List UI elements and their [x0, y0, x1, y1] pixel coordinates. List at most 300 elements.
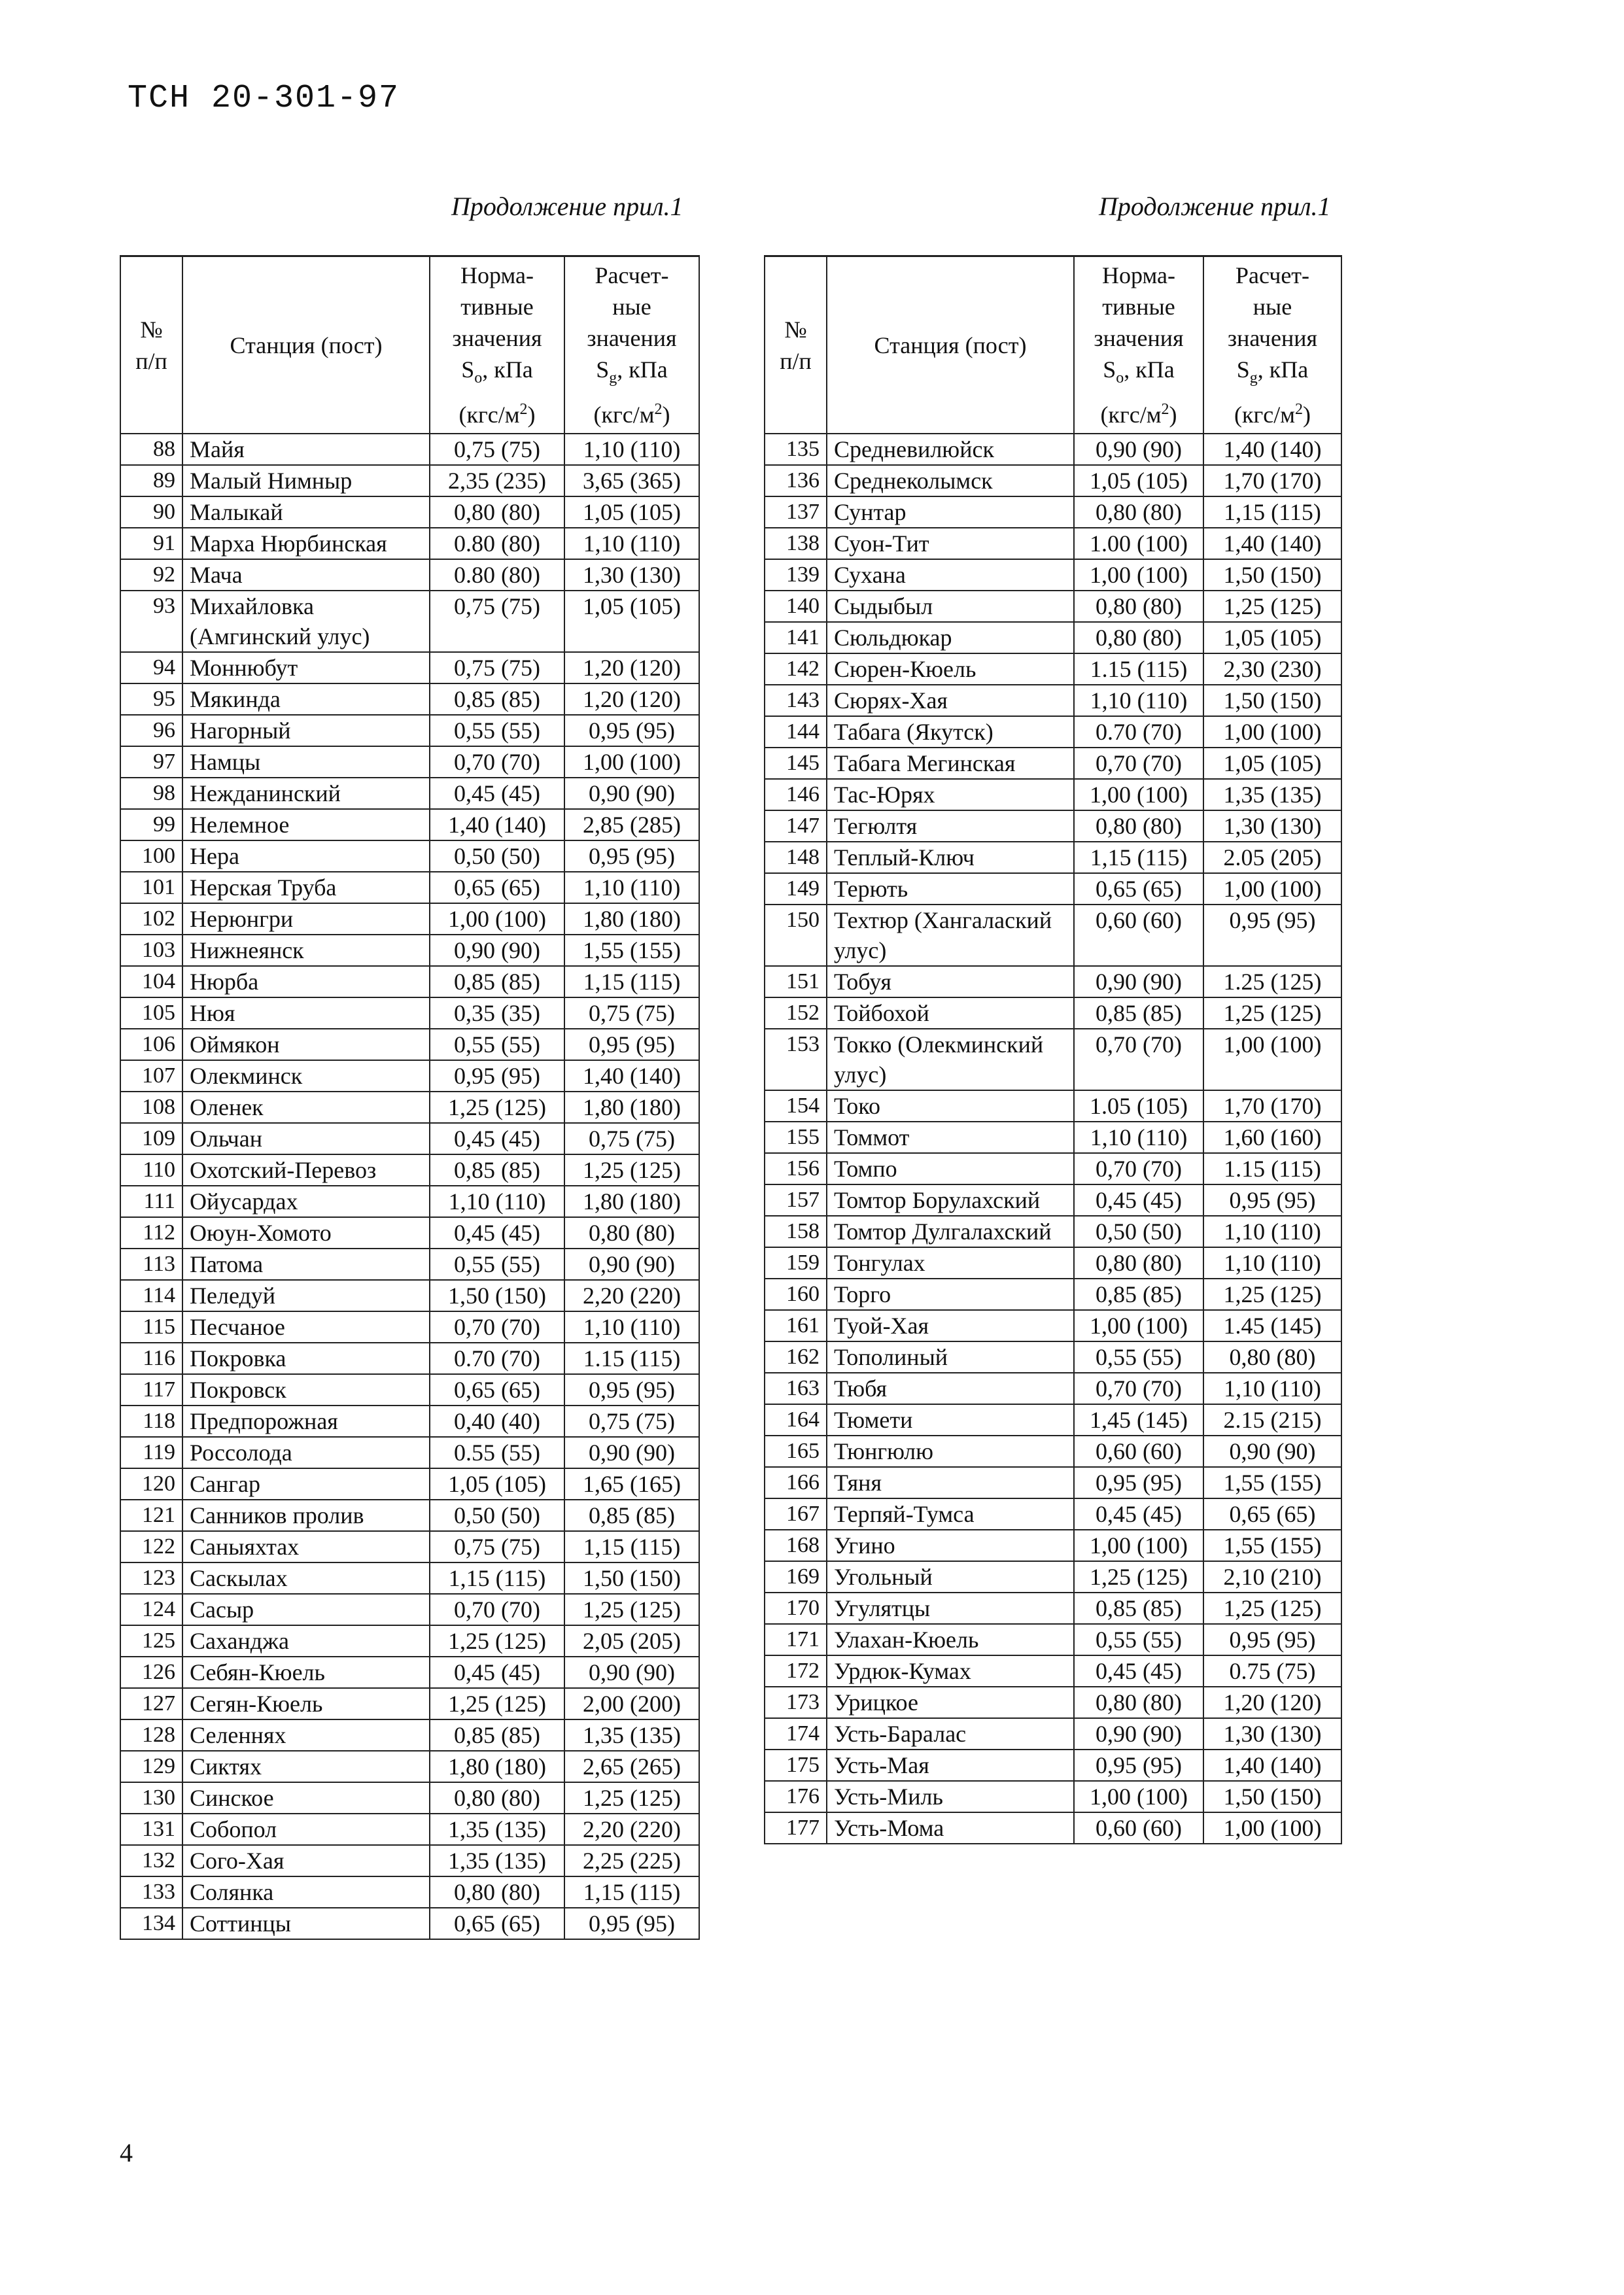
table-row: [120, 935, 699, 966]
normative-value: 0,80 (80): [1074, 496, 1203, 528]
normative-value: 0,50 (50): [1074, 1216, 1203, 1247]
normative-value: 0,85 (85): [1074, 997, 1203, 1029]
normative-value: 1,15 (115): [430, 1562, 564, 1594]
table-row: [765, 1593, 1341, 1624]
normative-value: 0.80 (80): [430, 528, 564, 559]
row-number: 158: [765, 1216, 827, 1247]
calculated-value: 0,65 (65): [1203, 1498, 1341, 1530]
row-number: 129: [120, 1751, 182, 1782]
table-row: [120, 1029, 699, 1060]
station-name: Нюя: [182, 997, 430, 1029]
table-row: [765, 1781, 1341, 1812]
normative-value: 0.80 (80): [430, 559, 564, 591]
table-row: [765, 1624, 1341, 1655]
calculated-value: 0,90 (90): [564, 1657, 699, 1688]
row-number: 116: [120, 1343, 182, 1374]
table-row: [765, 1750, 1341, 1781]
station-name: Олекминск: [182, 1060, 430, 1092]
calculated-value: 0,95 (95): [564, 1374, 699, 1406]
calculated-value: 0,85 (85): [564, 1500, 699, 1531]
calculated-value: 0,95 (95): [564, 1908, 699, 1939]
station-name: Нагорный: [182, 715, 430, 746]
normative-value: 0,55 (55): [1074, 1624, 1203, 1655]
calculated-value: 1,50 (150): [1203, 685, 1341, 716]
station-name: Сого-Хая: [182, 1845, 430, 1876]
station-name: Томпо: [827, 1153, 1074, 1184]
station-name: Угино: [827, 1530, 1074, 1561]
normative-value: 1,00 (100): [1074, 779, 1203, 810]
row-number: 126: [120, 1657, 182, 1688]
row-number: 153: [765, 1029, 827, 1090]
row-number: 103: [120, 935, 182, 966]
row-number: 152: [765, 997, 827, 1029]
table-row: [120, 496, 699, 528]
table-row: [120, 1217, 699, 1249]
normative-value: 1,00 (100): [1074, 1310, 1203, 1341]
station-name: Угольный: [827, 1561, 1074, 1593]
calculated-value: 0.75 (75): [1203, 1655, 1341, 1687]
calculated-value: 1,25 (125): [1203, 1593, 1341, 1624]
row-number: 168: [765, 1530, 827, 1561]
row-number: 120: [120, 1468, 182, 1500]
station-name: Ойусардах: [182, 1186, 430, 1217]
row-number: 137: [765, 496, 827, 528]
row-number: 102: [120, 903, 182, 935]
calculated-value: 1,40 (140): [1203, 434, 1341, 465]
normative-value: 0,70 (70): [430, 1594, 564, 1625]
normative-value: 0,55 (55): [1074, 1341, 1203, 1373]
row-number: 134: [120, 1908, 182, 1939]
station-name: Терпяй-Тумса: [827, 1498, 1074, 1530]
header-number: № п/п: [765, 256, 827, 434]
row-number: 98: [120, 778, 182, 809]
table-row: [765, 465, 1341, 496]
normative-value: 1,80 (180): [430, 1751, 564, 1782]
calculated-value: 1,35 (135): [1203, 779, 1341, 810]
station-name: Томтор Борулахский: [827, 1184, 1074, 1216]
normative-value: 0,55 (55): [430, 1029, 564, 1060]
normative-value: 0,85 (85): [1074, 1593, 1203, 1624]
calculated-value: 1.25 (125): [1203, 966, 1341, 997]
station-name: Тас-Юрях: [827, 779, 1074, 810]
station-name: Охотский-Перевоз: [182, 1154, 430, 1186]
station-name: Предпорожная: [182, 1406, 430, 1437]
table-row: [120, 1280, 699, 1311]
row-number: 136: [765, 465, 827, 496]
normative-value: 0,60 (60): [1074, 1436, 1203, 1467]
row-number: 115: [120, 1311, 182, 1343]
table-row: [765, 1153, 1341, 1184]
calculated-value: 0,75 (75): [564, 1406, 699, 1437]
station-name: Мякинда: [182, 683, 430, 715]
station-name: Сангар: [182, 1468, 430, 1500]
calculated-value: 1,25 (125): [564, 1782, 699, 1814]
row-number: 128: [120, 1719, 182, 1751]
normative-value: 0,45 (45): [1074, 1655, 1203, 1687]
calculated-value: 1,40 (140): [1203, 1750, 1341, 1781]
calculated-value: 1,10 (110): [564, 434, 699, 465]
row-number: 163: [765, 1373, 827, 1404]
table-row: [765, 810, 1341, 842]
table-row: [120, 1154, 699, 1186]
table-row: [120, 1657, 699, 1688]
table-row: [120, 1060, 699, 1092]
normative-value: 1,45 (145): [1074, 1404, 1203, 1436]
normative-value: 0,70 (70): [430, 746, 564, 778]
row-number: 143: [765, 685, 827, 716]
station-name: Пеледуй: [182, 1280, 430, 1311]
row-number: 114: [120, 1280, 182, 1311]
row-number: 160: [765, 1279, 827, 1310]
calculated-value: 3,65 (365): [564, 465, 699, 496]
normative-value: 0,75 (75): [430, 591, 564, 652]
station-name: Среднеколымск: [827, 465, 1074, 496]
row-number: 109: [120, 1123, 182, 1154]
stations-table-right: [764, 255, 1342, 1844]
row-number: 165: [765, 1436, 827, 1467]
table-row: [120, 465, 699, 496]
normative-value: 0,90 (90): [430, 935, 564, 966]
station-name: Сегян-Кюель: [182, 1688, 430, 1719]
calculated-value: 1,30 (130): [1203, 1718, 1341, 1750]
calculated-value: 1,15 (115): [564, 1531, 699, 1562]
normative-value: 0,45 (45): [430, 1123, 564, 1154]
header-station: Станция (пост): [827, 256, 1074, 434]
row-number: 138: [765, 528, 827, 559]
row-number: 108: [120, 1092, 182, 1123]
normative-value: 0,60 (60): [1074, 905, 1203, 966]
station-name: Терють: [827, 873, 1074, 905]
row-number: 139: [765, 559, 827, 591]
header-calculated: Расчет- ные значения $S_g$, кПа $(кгс/м^2)$: [564, 256, 699, 434]
calculated-value: 1,40 (140): [1203, 528, 1341, 559]
table-row: [765, 905, 1341, 966]
normative-value: 1,00 (100): [1074, 1781, 1203, 1812]
normative-value: 1,10 (110): [430, 1186, 564, 1217]
row-number: 131: [120, 1814, 182, 1845]
normative-value: 0,95 (95): [1074, 1750, 1203, 1781]
table-row: [120, 1092, 699, 1123]
header-calculated: Расчет- ные значения $S_g$, кПа $(кгс/м^2)$: [1203, 256, 1341, 434]
calculated-value: 1,10 (110): [564, 528, 699, 559]
row-number: 99: [120, 809, 182, 840]
row-number: 170: [765, 1593, 827, 1624]
row-number: 91: [120, 528, 182, 559]
row-number: 171: [765, 1624, 827, 1655]
calculated-value: 2,00 (200): [564, 1688, 699, 1719]
calculated-value: 1,20 (120): [564, 652, 699, 683]
row-number: 156: [765, 1153, 827, 1184]
station-name: Марха Нюрбинская: [182, 528, 430, 559]
row-number: 144: [765, 716, 827, 748]
normative-value: 0,50 (50): [430, 1500, 564, 1531]
stations-table-left: [120, 255, 700, 1940]
table-row: [765, 591, 1341, 622]
row-number: 96: [120, 715, 182, 746]
table-row: [120, 1719, 699, 1751]
normative-value: 0,70 (70): [1074, 1153, 1203, 1184]
row-number: 122: [120, 1531, 182, 1562]
normative-value: 0,80 (80): [1074, 591, 1203, 622]
table-row: [765, 1404, 1341, 1436]
normative-value: 0,80 (80): [1074, 1247, 1203, 1279]
normative-value: 1,25 (125): [430, 1625, 564, 1657]
station-name: Намцы: [182, 746, 430, 778]
row-number: 140: [765, 591, 827, 622]
normative-value: 1,00 (100): [430, 903, 564, 935]
calculated-value: 0,90 (90): [564, 778, 699, 809]
calculated-value: 0,90 (90): [1203, 1436, 1341, 1467]
calculated-value: 0,80 (80): [1203, 1341, 1341, 1373]
table-row: [120, 559, 699, 591]
row-number: 133: [120, 1876, 182, 1908]
station-name: Россолода: [182, 1437, 430, 1468]
station-name: Тобуя: [827, 966, 1074, 997]
table-row: [120, 1343, 699, 1374]
calculated-value: 1,25 (125): [564, 1154, 699, 1186]
row-number: 135: [765, 434, 827, 465]
calculated-value: 2,30 (230): [1203, 653, 1341, 685]
table-header-row: [120, 256, 699, 434]
calculated-value: 0,75 (75): [564, 1123, 699, 1154]
table-row: [120, 715, 699, 746]
normative-value: 0,45 (45): [1074, 1498, 1203, 1530]
calculated-value: 1,30 (130): [1203, 810, 1341, 842]
row-number: 113: [120, 1249, 182, 1280]
row-number: 124: [120, 1594, 182, 1625]
row-number: 145: [765, 748, 827, 779]
calculated-value: 0,95 (95): [564, 840, 699, 872]
station-name: Усть-Мая: [827, 1750, 1074, 1781]
normative-value: 1,15 (115): [1074, 842, 1203, 873]
calculated-value: 1,10 (110): [1203, 1247, 1341, 1279]
calculated-value: 1,60 (160): [1203, 1122, 1341, 1153]
station-name: Сюрен-Кюель: [827, 653, 1074, 685]
normative-value: 0,85 (85): [430, 966, 564, 997]
normative-value: 0,45 (45): [430, 1657, 564, 1688]
row-number: 95: [120, 683, 182, 715]
table-row: [765, 842, 1341, 873]
table-row: [120, 1594, 699, 1625]
row-number: 123: [120, 1562, 182, 1594]
station-name: Сюльдюкар: [827, 622, 1074, 653]
station-name: Нерюнгри: [182, 903, 430, 935]
row-number: 112: [120, 1217, 182, 1249]
table-row: [765, 1029, 1341, 1090]
calculated-value: 2,65 (265): [564, 1751, 699, 1782]
station-name: Песчаное: [182, 1311, 430, 1343]
normative-value: 1,10 (110): [1074, 1122, 1203, 1153]
row-number: 150: [765, 905, 827, 966]
station-name: Сунтар: [827, 496, 1074, 528]
station-name: Урдюк-Кумах: [827, 1655, 1074, 1687]
calculated-value: 1,55 (155): [1203, 1467, 1341, 1498]
calculated-value: 1.15 (115): [564, 1343, 699, 1374]
station-name: Майя: [182, 434, 430, 465]
table-body-left: [120, 434, 699, 1939]
row-number: 117: [120, 1374, 182, 1406]
row-number: 169: [765, 1561, 827, 1593]
table-row: [765, 528, 1341, 559]
station-name: Тонгулах: [827, 1247, 1074, 1279]
calculated-value: 2,85 (285): [564, 809, 699, 840]
table-row: [765, 1090, 1341, 1122]
normative-value: 0,80 (80): [430, 1876, 564, 1908]
normative-value: 0,65 (65): [430, 1374, 564, 1406]
calculated-value: 1,70 (170): [1203, 1090, 1341, 1122]
calculated-value: 1,55 (155): [1203, 1530, 1341, 1561]
station-name: Малыкай: [182, 496, 430, 528]
table-row: [120, 1437, 699, 1468]
table-body-right: [765, 434, 1341, 1844]
normative-value: 1.15 (115): [1074, 653, 1203, 685]
row-number: 118: [120, 1406, 182, 1437]
station-name: Усть-Мома: [827, 1812, 1074, 1844]
row-number: 105: [120, 997, 182, 1029]
station-name: Сыдыбыл: [827, 591, 1074, 622]
station-name: Солянка: [182, 1876, 430, 1908]
table-row: [765, 1718, 1341, 1750]
station-name: Нежданинский: [182, 778, 430, 809]
calculated-value: 1,10 (110): [1203, 1373, 1341, 1404]
calculated-value: 1,70 (170): [1203, 465, 1341, 496]
normative-value: 0,95 (95): [430, 1060, 564, 1092]
table-row: [120, 1908, 699, 1939]
normative-value: 0,90 (90): [1074, 966, 1203, 997]
normative-value: 0,90 (90): [1074, 434, 1203, 465]
normative-value: 0,75 (75): [430, 1531, 564, 1562]
calculated-value: 0,75 (75): [564, 997, 699, 1029]
calculated-value: 1,35 (135): [564, 1719, 699, 1751]
table-row: [120, 1406, 699, 1437]
calculated-value: 1.45 (145): [1203, 1310, 1341, 1341]
normative-value: 0,80 (80): [1074, 810, 1203, 842]
row-number: 151: [765, 966, 827, 997]
station-name: Томмот: [827, 1122, 1074, 1153]
table-row: [765, 1687, 1341, 1718]
row-number: 119: [120, 1437, 182, 1468]
station-name: Себян-Кюель: [182, 1657, 430, 1688]
table-row: [120, 1311, 699, 1343]
table-row: [120, 1814, 699, 1845]
header-number: № п/п: [120, 256, 182, 434]
station-name: Тюмети: [827, 1404, 1074, 1436]
normative-value: 1,35 (135): [430, 1845, 564, 1876]
station-name: Патома: [182, 1249, 430, 1280]
normative-value: 0,80 (80): [1074, 622, 1203, 653]
station-name: Моннюбут: [182, 652, 430, 683]
normative-value: 1,00 (100): [1074, 1530, 1203, 1561]
station-name: Саханджа: [182, 1625, 430, 1657]
calculated-value: 1,15 (115): [1203, 496, 1341, 528]
station-name: Табага Мегинская: [827, 748, 1074, 779]
calculated-value: 1,10 (110): [564, 1311, 699, 1343]
table-row: [765, 1812, 1341, 1844]
normative-value: 1,50 (150): [430, 1280, 564, 1311]
station-name: Нелемное: [182, 809, 430, 840]
table-row: [765, 1216, 1341, 1247]
table-row: [120, 1751, 699, 1782]
normative-value: 0,80 (80): [430, 1782, 564, 1814]
station-name: Соттинцы: [182, 1908, 430, 1939]
normative-value: 0.70 (70): [1074, 716, 1203, 748]
normative-value: 0,85 (85): [1074, 1279, 1203, 1310]
calculated-value: 0,95 (95): [564, 715, 699, 746]
page-number: 4: [120, 2138, 133, 2167]
calculated-value: 1,65 (165): [564, 1468, 699, 1500]
calculated-value: 1,20 (120): [564, 683, 699, 715]
normative-value: 1,25 (125): [1074, 1561, 1203, 1593]
calculated-value: 0,90 (90): [564, 1249, 699, 1280]
calculated-value: 0,80 (80): [564, 1217, 699, 1249]
row-number: 90: [120, 496, 182, 528]
table-row: [765, 966, 1341, 997]
row-number: 172: [765, 1655, 827, 1687]
row-number: 97: [120, 746, 182, 778]
normative-value: 0.55 (55): [430, 1437, 564, 1468]
header-normative: Норма- тивные значения $S_o$, кПа $(кгс/м^2)$: [1074, 256, 1203, 434]
calculated-value: 1,20 (120): [1203, 1687, 1341, 1718]
station-name: Саныяхтах: [182, 1531, 430, 1562]
normative-value: 0,80 (80): [1074, 1687, 1203, 1718]
table-row: [765, 1655, 1341, 1687]
normative-value: 0,80 (80): [430, 496, 564, 528]
row-number: 110: [120, 1154, 182, 1186]
header-station: Станция (пост): [182, 256, 430, 434]
table-row: [765, 685, 1341, 716]
table-row: [765, 1184, 1341, 1216]
calculated-value: 1,25 (125): [1203, 997, 1341, 1029]
row-number: 89: [120, 465, 182, 496]
normative-value: 0,85 (85): [430, 683, 564, 715]
station-name: Тюнгюлю: [827, 1436, 1074, 1467]
table-row: [120, 1688, 699, 1719]
normative-value: 0,65 (65): [430, 1908, 564, 1939]
row-number: 94: [120, 652, 182, 683]
normative-value: 1,25 (125): [430, 1092, 564, 1123]
normative-value: 0,35 (35): [430, 997, 564, 1029]
calculated-value: 2.05 (205): [1203, 842, 1341, 873]
row-number: 159: [765, 1247, 827, 1279]
station-name: Санников пролив: [182, 1500, 430, 1531]
station-name: Малый Нимныр: [182, 465, 430, 496]
row-number: 174: [765, 1718, 827, 1750]
calculated-value: 1,55 (155): [564, 935, 699, 966]
normative-value: 0,55 (55): [430, 715, 564, 746]
table-row: [120, 652, 699, 683]
station-name: Теплый-Ключ: [827, 842, 1074, 873]
station-name: Угулятцы: [827, 1593, 1074, 1624]
calculated-value: 1,40 (140): [564, 1060, 699, 1092]
table-row: [765, 1436, 1341, 1467]
row-number: 142: [765, 653, 827, 685]
normative-value: 2,35 (235): [430, 465, 564, 496]
row-number: 101: [120, 872, 182, 903]
normative-value: 0,40 (40): [430, 1406, 564, 1437]
station-name: Туой-Хая: [827, 1310, 1074, 1341]
row-number: 107: [120, 1060, 182, 1092]
normative-value: 1,10 (110): [1074, 685, 1203, 716]
table-row: [765, 1373, 1341, 1404]
table-row: [765, 1247, 1341, 1279]
normative-value: 0,65 (65): [430, 872, 564, 903]
document-code: ТСН 20-301-97: [128, 80, 400, 117]
table-row: [765, 653, 1341, 685]
continuation-caption-left: Продолжение прил.1: [451, 192, 683, 221]
calculated-value: 1,00 (100): [564, 746, 699, 778]
row-number: 127: [120, 1688, 182, 1719]
table-row: [765, 1498, 1341, 1530]
